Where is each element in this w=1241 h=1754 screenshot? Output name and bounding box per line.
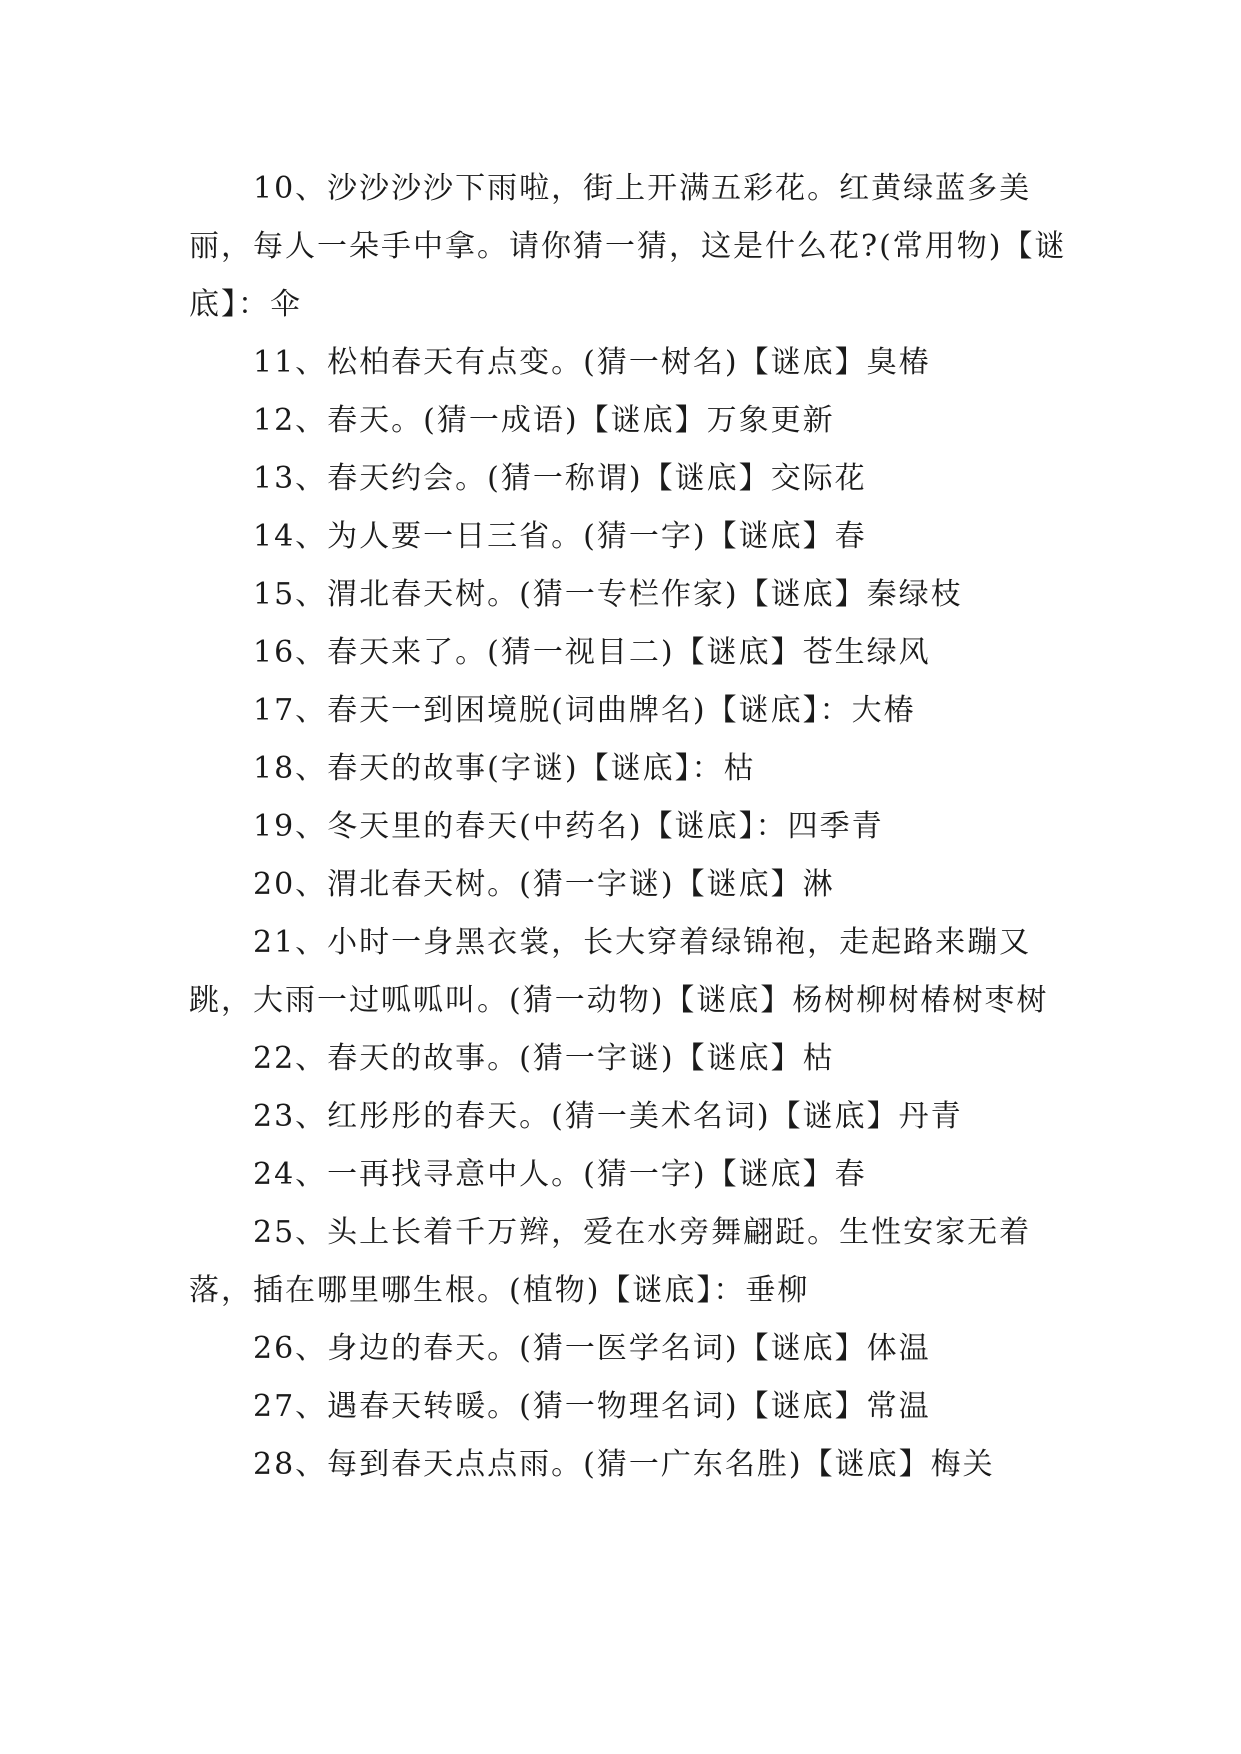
riddle-paragraph-12: 12、春天。(猜一成语)【谜底】万象更新: [253, 403, 835, 438]
riddle-paragraph-24: 24、一再找寻意中人。(猜一字)【谜底】春: [253, 1157, 867, 1192]
riddle-paragraph-25: 25、头上长着千万辫，爱在水旁舞翩跹。生性安家无着落，插在哪里哪生根。(植物)【谜底】：垂柳: [189, 1215, 1032, 1308]
riddle-paragraph-19: 19、冬天里的春天(中药名)【谜底】：四季青: [253, 809, 884, 844]
riddle-paragraph-10: 10、沙沙沙沙下雨啦，街上开满五彩花。红黄绿蓝多美丽，每人一朵手中拿。请你猜一猜，这是什么花?(常用物)【谜底】：伞: [189, 171, 1067, 322]
riddle-paragraph-13: 13、春天约会。(猜一称谓)【谜底】交际花: [253, 461, 867, 496]
riddle-paragraph-26: 26、身边的春天。(猜一医学名词)【谜底】体温: [253, 1331, 931, 1366]
riddle-paragraph-22: 22、春天的故事。(猜一字谜)【谜底】枯: [253, 1041, 835, 1076]
document-body: [189, 160, 1069, 1494]
riddle-paragraph-20: 20、渭北春天树。(猜一字谜)【谜底】淋: [253, 867, 835, 902]
riddle-paragraph-21: 21、小时一身黑衣裳，长大穿着绿锦袍，走起路来蹦又跳，大雨一过呱呱叫。(猜一动物)【谜底】杨树柳树椿树枣树: [189, 925, 1049, 1018]
riddle-paragraph-18: 18、春天的故事(字谜)【谜底】：枯: [253, 751, 756, 786]
riddle-paragraph-15: 15、渭北春天树。(猜一专栏作家)【谜底】秦绿枝: [253, 577, 963, 612]
riddle-paragraph-11: 11、松柏春天有点变。(猜一树名)【谜底】臭椿: [253, 345, 931, 380]
riddle-paragraph-17: 17、春天一到困境脱(词曲牌名)【谜底】：大椿: [253, 693, 916, 728]
riddle-paragraph-27: 27、遇春天转暖。(猜一物理名词)【谜底】常温: [253, 1389, 931, 1424]
riddle-paragraph-28: 28、每到春天点点雨。(猜一广东名胜)【谜底】梅关: [253, 1447, 995, 1482]
riddle-paragraph-14: 14、为人要一日三省。(猜一字)【谜底】春: [253, 519, 867, 554]
riddle-paragraph-16: 16、春天来了。(猜一视目二)【谜底】苍生绿风: [253, 635, 931, 670]
riddle-paragraph-23: 23、红彤彤的春天。(猜一美术名词)【谜底】丹青: [253, 1099, 963, 1134]
